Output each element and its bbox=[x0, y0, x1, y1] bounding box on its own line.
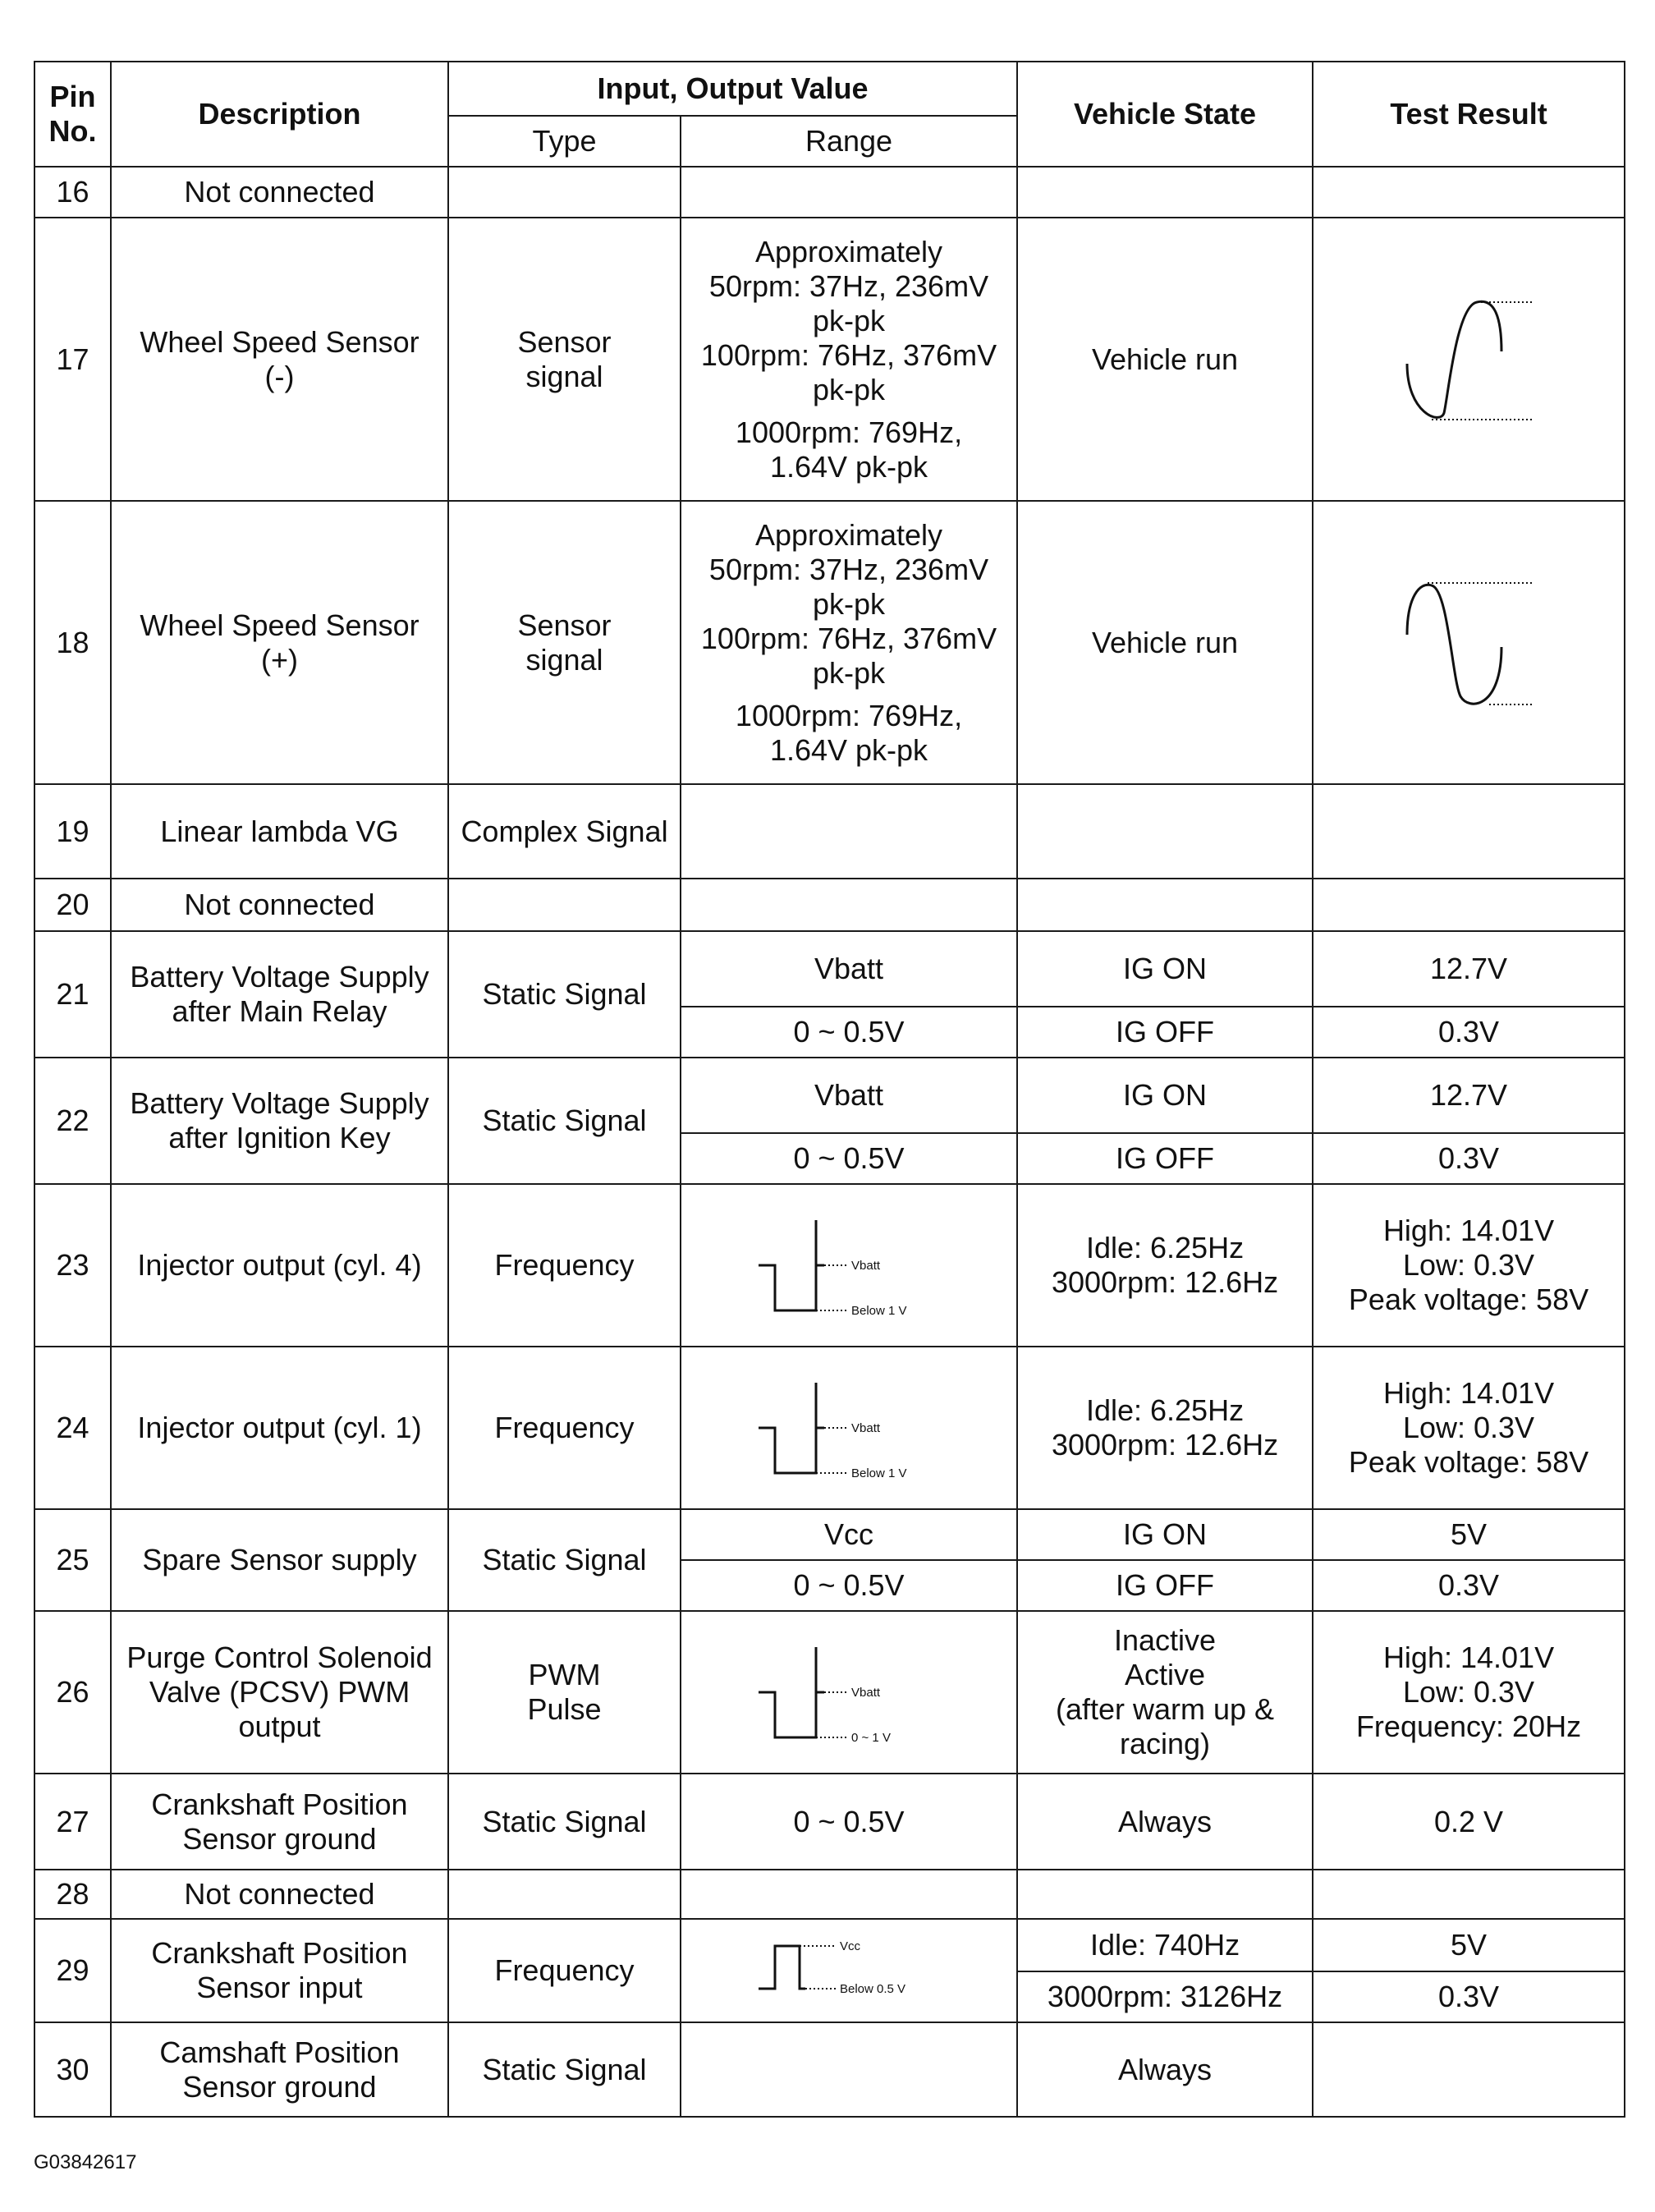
pin-description: Not connected bbox=[111, 1870, 448, 1919]
pin-description: Purge Control Solenoid Valve (PCSV) PWM output bbox=[111, 1611, 448, 1774]
pin-number: 27 bbox=[34, 1774, 111, 1870]
table-row bbox=[34, 2022, 1625, 2117]
signal-type: Frequency bbox=[448, 1184, 681, 1347]
wave-low-label: Below 0.5 V bbox=[840, 1982, 906, 1996]
header-description: Description bbox=[111, 62, 448, 167]
vehicle-state: IG OFF bbox=[1017, 1007, 1313, 1058]
value-range bbox=[681, 1347, 1017, 1509]
header-io-value: Input, Output Value bbox=[448, 62, 1017, 116]
pin-description: Not connected bbox=[111, 167, 448, 218]
test-result bbox=[1313, 501, 1625, 784]
header-test-result: Test Result bbox=[1313, 62, 1625, 167]
table-row bbox=[34, 1870, 1625, 1919]
value-range: Vbatt bbox=[681, 1058, 1017, 1133]
wave-high-label: Vbatt bbox=[851, 1686, 881, 1700]
sine-waveform-icon bbox=[1399, 290, 1538, 429]
table-row bbox=[34, 1919, 1625, 1971]
pin-number: 29 bbox=[34, 1919, 111, 2022]
value-range: 0 ~ 0.5V bbox=[681, 1133, 1017, 1184]
injector-pulse-waveform-icon bbox=[754, 1370, 943, 1485]
test-result: 0.3V bbox=[1313, 1133, 1625, 1184]
pin-number: 30 bbox=[34, 2022, 111, 2117]
table-row bbox=[34, 1184, 1625, 1347]
wave-high-label: Vbatt bbox=[851, 1421, 881, 1435]
vehicle-state: IG OFF bbox=[1017, 1133, 1313, 1184]
signal-type: PWM Pulse bbox=[448, 1611, 681, 1774]
square-waveform-icon bbox=[754, 1938, 943, 2003]
value-range bbox=[681, 1611, 1017, 1774]
table-row bbox=[34, 1611, 1625, 1774]
figure-code: G03842617 bbox=[34, 2151, 137, 2173]
test-result: High: 14.01V Low: 0.3V Peak voltage: 58V bbox=[1313, 1347, 1625, 1509]
pin-description: Battery Voltage Supply after Ignition Key bbox=[111, 1058, 448, 1184]
test-result: 12.7V bbox=[1313, 931, 1625, 1007]
vehicle-state: Idle: 6.25Hz 3000rpm: 12.6Hz bbox=[1017, 1347, 1313, 1509]
pin-number: 18 bbox=[34, 501, 111, 784]
header-type: Type bbox=[448, 116, 681, 167]
signal-type: Sensor signal bbox=[448, 501, 681, 784]
test-result: High: 14.01V Low: 0.3V Peak voltage: 58V bbox=[1313, 1184, 1625, 1347]
signal-type: Static Signal bbox=[448, 1058, 681, 1184]
header-vehicle-state: Vehicle State bbox=[1017, 62, 1313, 167]
table-row bbox=[34, 218, 1625, 501]
pin-number: 25 bbox=[34, 1509, 111, 1611]
vehicle-state: Vehicle run bbox=[1017, 218, 1313, 501]
test-result: 0.3V bbox=[1313, 1971, 1625, 2022]
pin-description: Injector output (cyl. 1) bbox=[111, 1347, 448, 1509]
test-result: 12.7V bbox=[1313, 1058, 1625, 1133]
test-result: 0.2 V bbox=[1313, 1774, 1625, 1870]
pin-number: 23 bbox=[34, 1184, 111, 1347]
value-range: 0 ~ 0.5V bbox=[681, 1774, 1017, 1870]
test-result: 5V bbox=[1313, 1509, 1625, 1560]
pwm-pulse-waveform-icon bbox=[754, 1635, 943, 1750]
wave-high-label: Vcc bbox=[840, 1939, 861, 1953]
table-row bbox=[34, 1774, 1625, 1870]
header-pin-no: Pin No. bbox=[34, 62, 111, 167]
test-result: 0.3V bbox=[1313, 1007, 1625, 1058]
table-row bbox=[34, 879, 1625, 931]
table-row bbox=[34, 1347, 1625, 1509]
test-result: High: 14.01V Low: 0.3V Frequency: 20Hz bbox=[1313, 1611, 1625, 1774]
vehicle-state: IG OFF bbox=[1017, 1560, 1313, 1611]
pin-description: Linear lambda VG bbox=[111, 784, 448, 879]
vehicle-state: IG ON bbox=[1017, 931, 1313, 1007]
value-range: 0 ~ 0.5V bbox=[681, 1560, 1017, 1611]
wave-low-label: 0 ~ 1 V bbox=[851, 1731, 891, 1745]
signal-type: Sensor signal bbox=[448, 218, 681, 501]
sine-waveform-icon bbox=[1399, 573, 1538, 713]
signal-type: Frequency bbox=[448, 1347, 681, 1509]
signal-type: Complex Signal bbox=[448, 784, 681, 879]
vehicle-state: Always bbox=[1017, 1774, 1313, 1870]
table-row bbox=[34, 1509, 1625, 1560]
vehicle-state: IG ON bbox=[1017, 1509, 1313, 1560]
pin-number: 21 bbox=[34, 931, 111, 1058]
pin-number: 20 bbox=[34, 879, 111, 931]
signal-type: Static Signal bbox=[448, 1509, 681, 1611]
pin-description: Wheel Speed Sensor (+) bbox=[111, 501, 448, 784]
table-row bbox=[34, 784, 1625, 879]
table-row bbox=[34, 501, 1625, 784]
pin-number: 19 bbox=[34, 784, 111, 879]
wave-low-label: Below 1 V bbox=[851, 1466, 907, 1480]
value-range: 0 ~ 0.5V bbox=[681, 1007, 1017, 1058]
value-range bbox=[681, 1919, 1017, 2022]
vehicle-state: IG ON bbox=[1017, 1058, 1313, 1133]
test-result: 5V bbox=[1313, 1919, 1625, 1971]
pin-number: 28 bbox=[34, 1870, 111, 1919]
value-range: Vcc bbox=[681, 1509, 1017, 1560]
vehicle-state: Always bbox=[1017, 2022, 1313, 2117]
pin-number: 16 bbox=[34, 167, 111, 218]
injector-pulse-waveform-icon bbox=[754, 1208, 943, 1323]
value-range: Approximately 50rpm: 37Hz, 236mV pk-pk 100rpm: 76Hz, 376mV pk-pk 1000rpm: 769Hz, 1.64V pk-pk bbox=[681, 218, 1017, 501]
wave-low-label: Below 1 V bbox=[851, 1304, 907, 1318]
signal-type: Frequency bbox=[448, 1919, 681, 2022]
pin-spec-table bbox=[34, 61, 1625, 2118]
vehicle-state: 3000rpm: 3126Hz bbox=[1017, 1971, 1313, 2022]
pin-description: Injector output (cyl. 4) bbox=[111, 1184, 448, 1347]
pin-description: Wheel Speed Sensor (-) bbox=[111, 218, 448, 501]
test-result: 0.3V bbox=[1313, 1560, 1625, 1611]
pin-description: Battery Voltage Supply after Main Relay bbox=[111, 931, 448, 1058]
wave-high-label: Vbatt bbox=[851, 1259, 881, 1273]
header-range: Range bbox=[681, 116, 1017, 167]
vehicle-state: Idle: 6.25Hz 3000rpm: 12.6Hz bbox=[1017, 1184, 1313, 1347]
value-range bbox=[681, 1184, 1017, 1347]
pin-number: 22 bbox=[34, 1058, 111, 1184]
vehicle-state: Vehicle run bbox=[1017, 501, 1313, 784]
value-range: Approximately 50rpm: 37Hz, 236mV pk-pk 100rpm: 76Hz, 376mV pk-pk 1000rpm: 769Hz, 1.64V pk-pk bbox=[681, 501, 1017, 784]
signal-type: Static Signal bbox=[448, 2022, 681, 2117]
test-result bbox=[1313, 218, 1625, 501]
vehicle-state: Inactive Active (after warm up & racing) bbox=[1017, 1611, 1313, 1774]
pin-description: Not connected bbox=[111, 879, 448, 931]
signal-type: Static Signal bbox=[448, 1774, 681, 1870]
table-row bbox=[34, 167, 1625, 218]
pin-description: Crankshaft Position Sensor input bbox=[111, 1919, 448, 2022]
table-row bbox=[34, 1058, 1625, 1133]
pin-number: 17 bbox=[34, 218, 111, 501]
pin-description: Crankshaft Position Sensor ground bbox=[111, 1774, 448, 1870]
vehicle-state: Idle: 740Hz bbox=[1017, 1919, 1313, 1971]
table-row bbox=[34, 931, 1625, 1007]
pin-number: 26 bbox=[34, 1611, 111, 1774]
signal-type: Static Signal bbox=[448, 931, 681, 1058]
pin-description: Camshaft Position Sensor ground bbox=[111, 2022, 448, 2117]
pin-description: Spare Sensor supply bbox=[111, 1509, 448, 1611]
pin-number: 24 bbox=[34, 1347, 111, 1509]
value-range: Vbatt bbox=[681, 931, 1017, 1007]
